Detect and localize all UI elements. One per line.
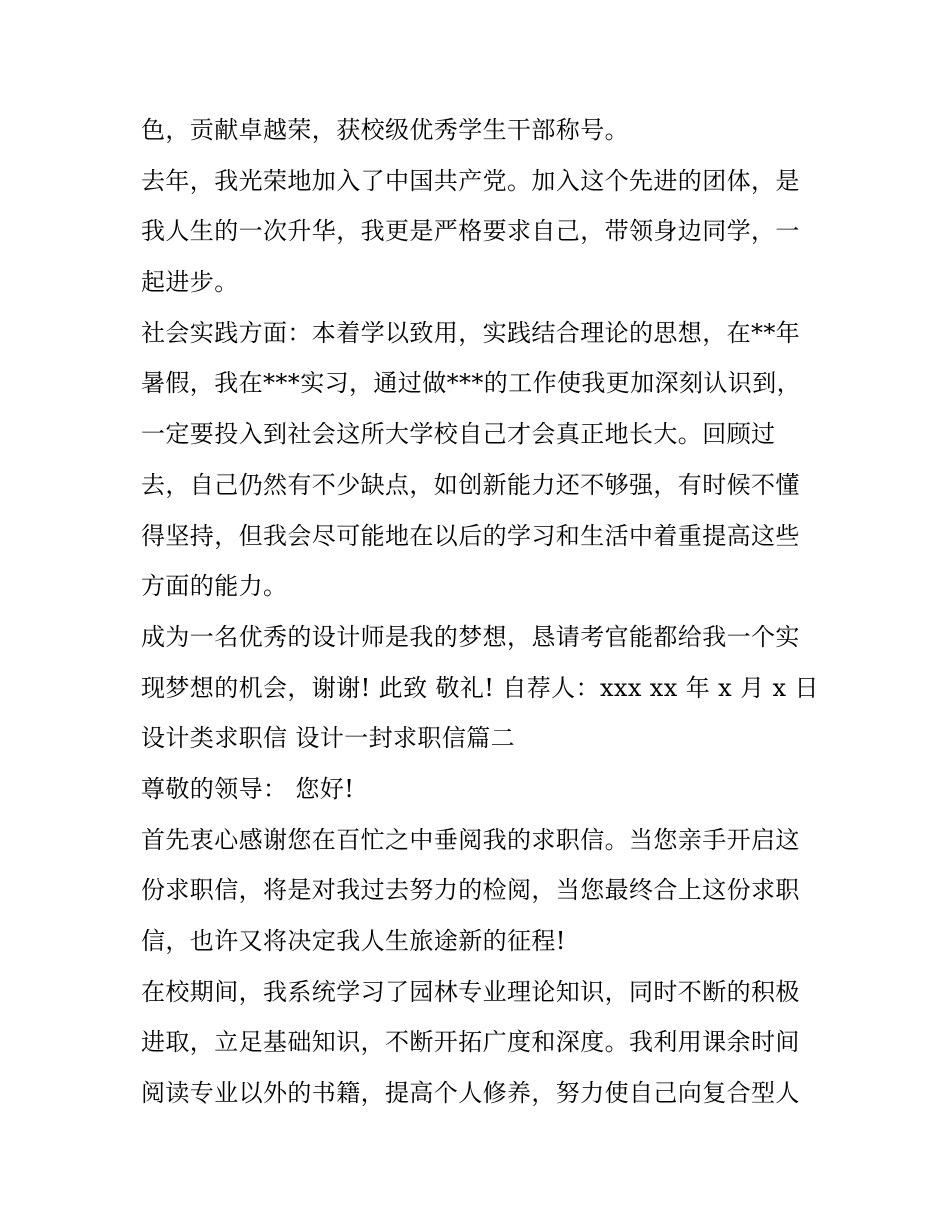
text-line: 去年，我光荣地加入了中国共产党。加入这个先进的团体，是 [141, 166, 800, 195]
text-line: 现梦想的机会，谢谢! 此致 敬礼! 自荐人：xxx xx 年 x 月 x 日 [141, 673, 819, 702]
text-line: 起进步。 [141, 268, 239, 297]
text-line: 阅读专业以外的书籍，提高个人修养，努力使自己向复合型人 [141, 1079, 800, 1108]
text-line: 信，也许又将决定我人生旅途新的征程! [141, 927, 566, 955]
section-heading: 设计类求职信 设计一封求职信篇二 [141, 724, 516, 753]
text-line: 得坚持，但我会尽可能地在以后的学习和生活中着重提高这些 [141, 521, 800, 550]
salutation: 尊敬的领导： 您好! [141, 774, 355, 803]
text-line: 成为一名优秀的设计师是我的梦想，恳请考官能都给我一个实 [141, 622, 800, 651]
text-line: 方面的能力。 [141, 572, 288, 601]
document-body [141, 105, 821, 1119]
text-line: 暑假，我在***实习，通过做***的工作使我更加深刻认识到， [141, 369, 801, 398]
text-line: 社会实践方面：本着学以致用，实践结合理论的思想，在**年 [141, 318, 801, 347]
text-line: 去，自己仍然有不少缺点，如创新能力还不够强，有时候不懂 [141, 470, 800, 499]
text-line: 在校期间，我系统学习了园林专业理论知识，同时不断的积极 [141, 977, 800, 1006]
text-line: 进取，立足基础知识，不断开拓广度和深度。我利用课余时间 [141, 1028, 800, 1057]
text-line: 色，贡献卓越荣，获校级优秀学生干部称号。 [141, 116, 629, 144]
text-line: 一定要投入到社会这所大学校自己才会真正地长大。回顾过 [141, 420, 776, 449]
text-line: 份求职信，将是对我过去努力的检阅，当您最终合上这份求职 [141, 876, 800, 905]
text-line: 首先衷心感谢您在百忙之中垂阅我的求职信。当您亲手开启这 [141, 825, 800, 854]
text-line: 我人生的一次升华，我更是严格要求自己，带领身边同学，一 [141, 217, 800, 246]
